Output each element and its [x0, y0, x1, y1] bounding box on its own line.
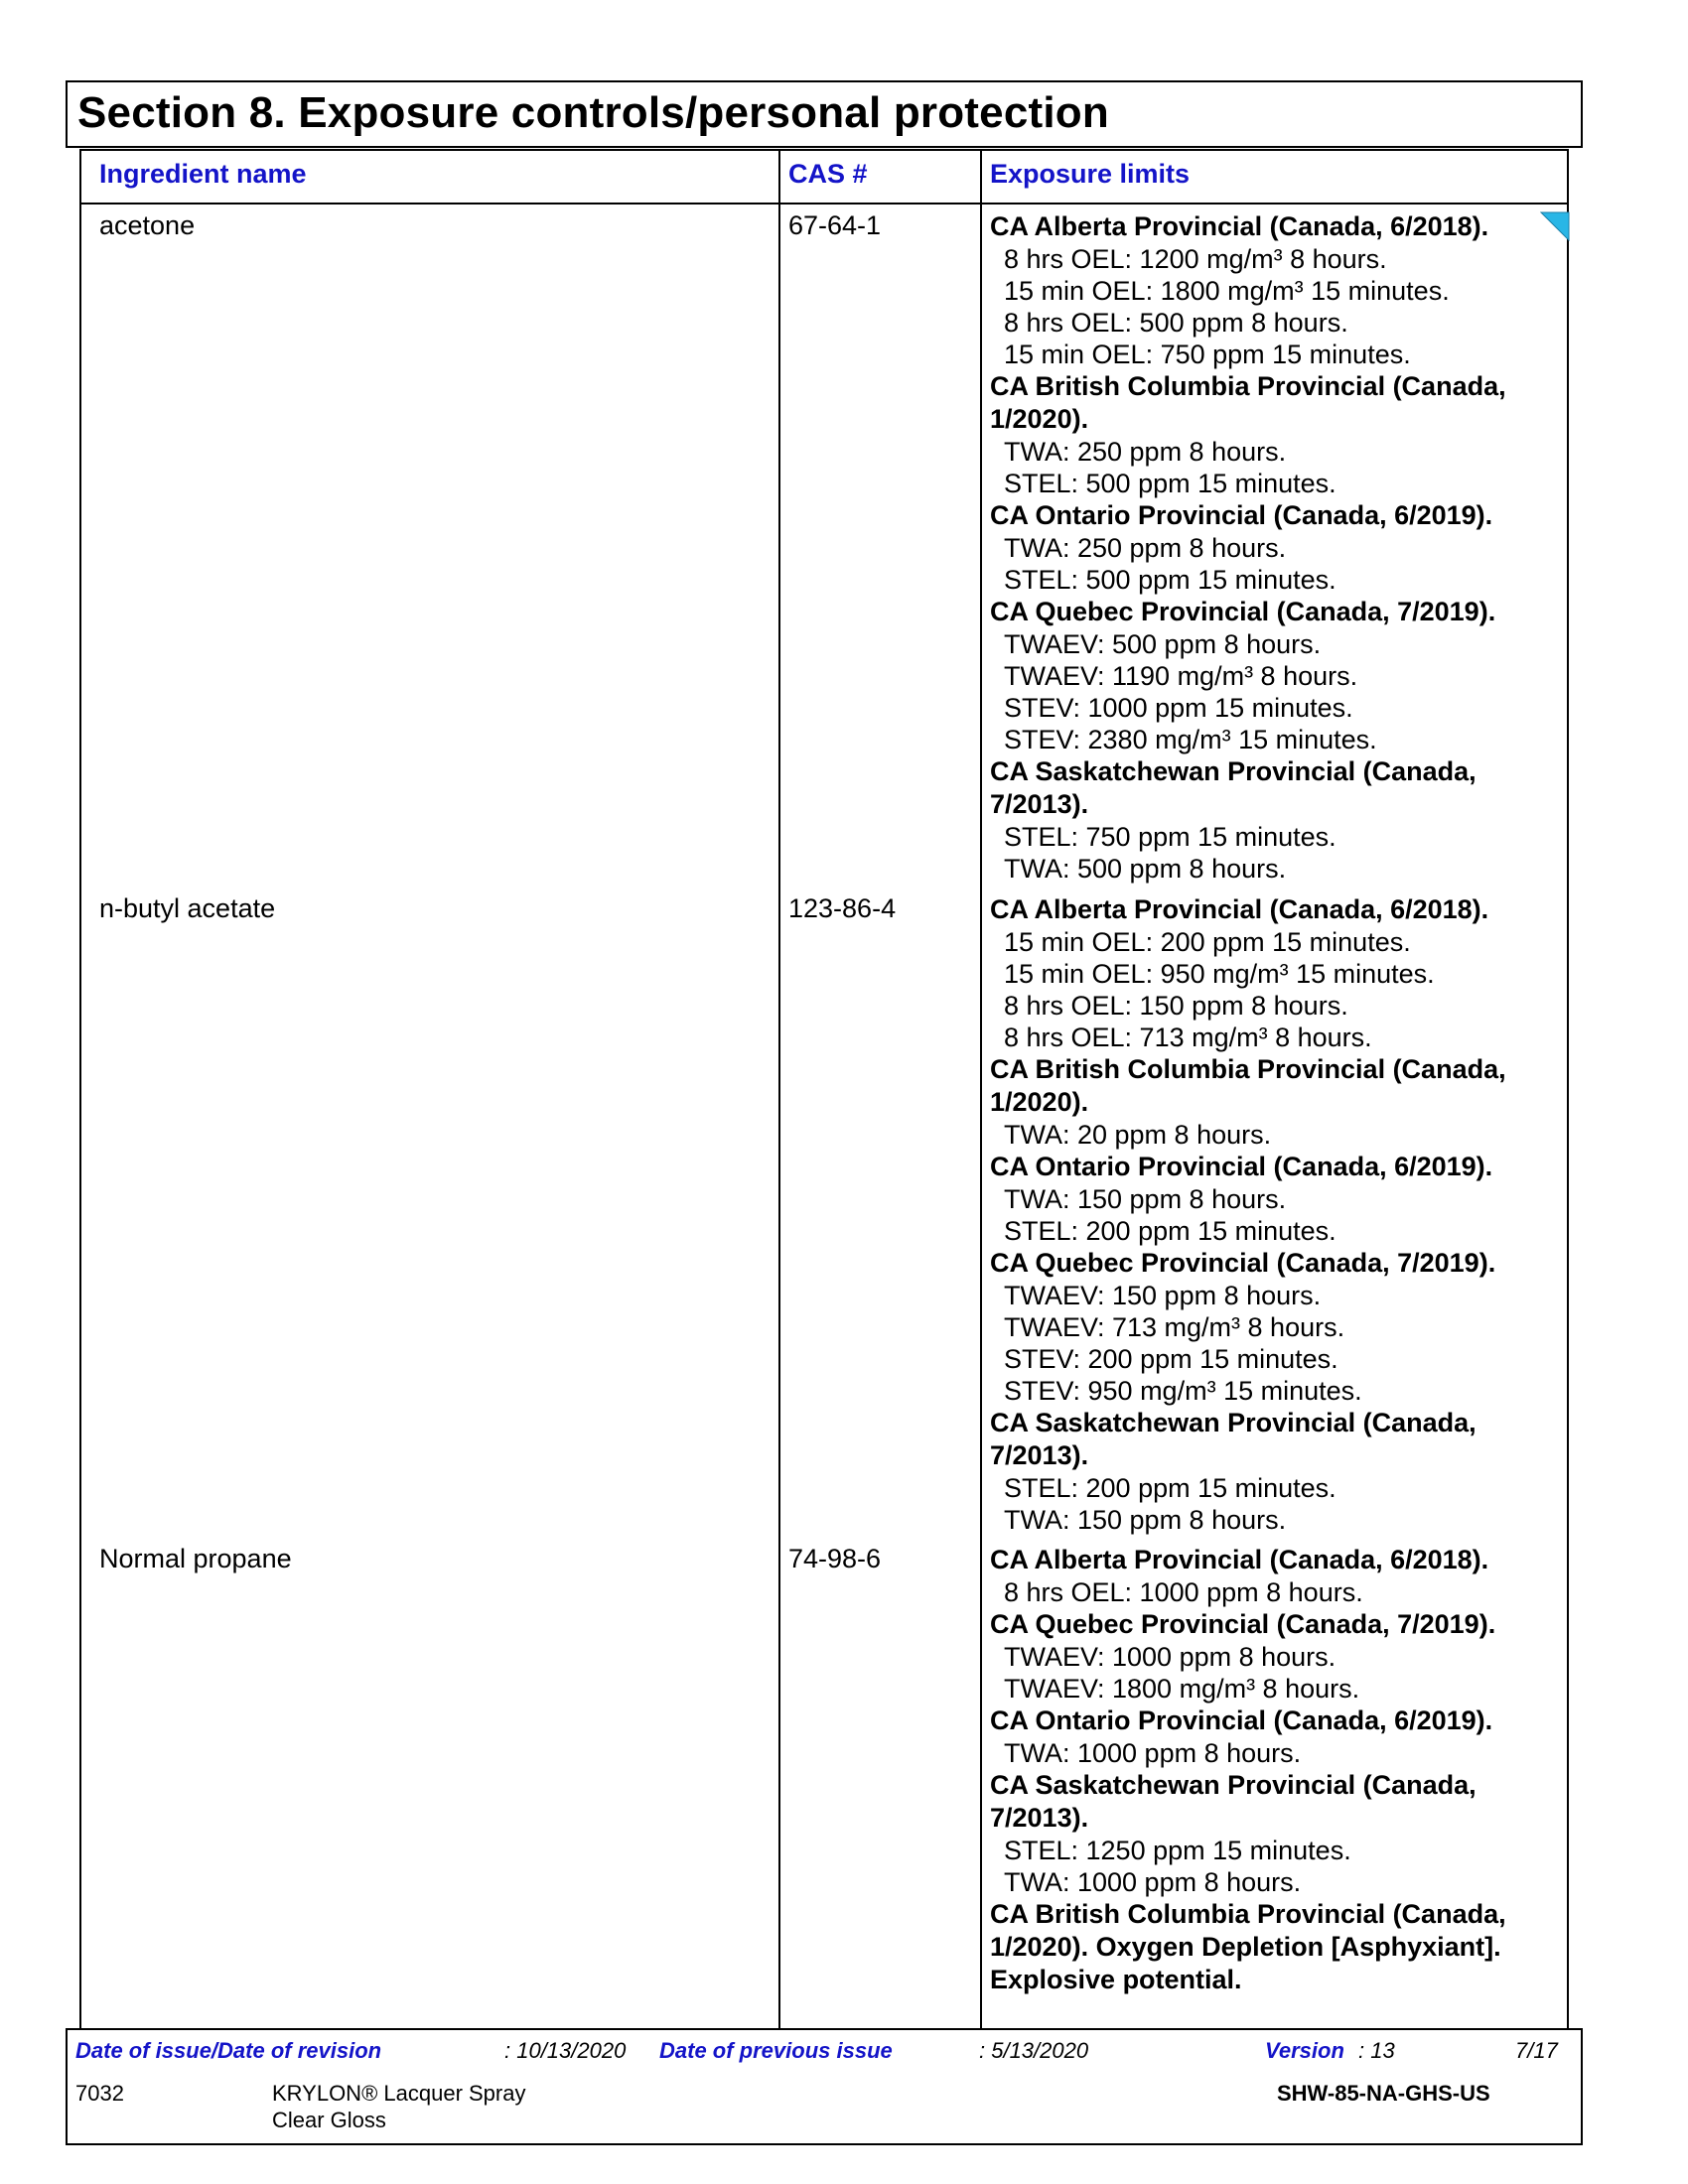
- jurisdiction-title: CA Saskatchewan Provincial (Canada, 7/2013).: [990, 756, 1477, 819]
- limit-value: TWAEV: 1000 ppm 8 hours.: [1004, 1642, 1336, 1672]
- limit-value: TWA: 1000 ppm 8 hours.: [1004, 1738, 1302, 1768]
- limit-value: 8 hrs OEL: 1000 ppm 8 hours.: [1004, 1577, 1363, 1607]
- header-exposure-limits: Exposure limits: [990, 159, 1191, 189]
- limit-value: STEL: 500 ppm 15 minutes.: [1004, 469, 1336, 498]
- limit-value: STEV: 1000 ppm 15 minutes.: [1004, 693, 1353, 723]
- limit-value: 8 hrs OEL: 1200 mg/m³ 8 hours.: [1004, 244, 1387, 274]
- limit-value: 15 min OEL: 750 ppm 15 minutes.: [1004, 340, 1411, 369]
- previous-issue-label: Date of previous issue: [659, 2038, 893, 2063]
- jurisdiction-title: CA Quebec Provincial (Canada, 7/2019).: [990, 1248, 1496, 1278]
- ingredient-name: n-butyl acetate: [99, 893, 276, 923]
- product-code: 7032: [75, 2081, 124, 2106]
- jurisdiction-title: CA Ontario Provincial (Canada, 6/2019).: [990, 1706, 1493, 1735]
- header-ingredient-name: Ingredient name: [99, 159, 307, 189]
- limit-value: TWA: 250 ppm 8 hours.: [1004, 437, 1287, 467]
- version-value: : 13: [1358, 2038, 1395, 2063]
- cas-number: 74-98-6: [788, 1544, 882, 1573]
- exposure-limits-cell: [990, 893, 1546, 1536]
- limit-value: 8 hrs OEL: 713 mg/m³ 8 hours.: [1004, 1023, 1372, 1052]
- jurisdiction-title: CA Ontario Provincial (Canada, 6/2019).: [990, 500, 1493, 530]
- limit-value: TWA: 150 ppm 8 hours.: [1004, 1505, 1287, 1535]
- limit-value: TWAEV: 150 ppm 8 hours.: [1004, 1281, 1322, 1310]
- limit-value: 15 min OEL: 200 ppm 15 minutes.: [1004, 927, 1411, 957]
- jurisdiction-title: CA British Columbia Provincial (Canada, 1/2020).: [990, 371, 1506, 434]
- version-label: Version: [1265, 2038, 1344, 2063]
- limit-value: STEV: 2380 mg/m³ 15 minutes.: [1004, 725, 1377, 754]
- ingredient-name: Normal propane: [99, 1544, 292, 1573]
- jurisdiction-title: CA Alberta Provincial (Canada, 6/2018).: [990, 894, 1489, 924]
- limit-value: TWA: 20 ppm 8 hours.: [1004, 1120, 1272, 1150]
- limit-value: TWAEV: 500 ppm 8 hours.: [1004, 629, 1322, 659]
- jurisdiction-title: CA Alberta Provincial (Canada, 6/2018).: [990, 1545, 1489, 1574]
- limit-value: TWA: 150 ppm 8 hours.: [1004, 1184, 1287, 1214]
- jurisdiction-title: CA British Columbia Provincial (Canada, 1/2020).: [990, 1054, 1506, 1117]
- jurisdiction-title: CA Saskatchewan Provincial (Canada, 7/2013).: [990, 1408, 1477, 1470]
- cas-number: 123-86-4: [788, 893, 897, 923]
- limit-value: TWA: 250 ppm 8 hours.: [1004, 533, 1287, 563]
- limit-value: STEL: 200 ppm 15 minutes.: [1004, 1216, 1336, 1246]
- jurisdiction-title: CA British Columbia Provincial (Canada, 1/2020). Oxygen Depletion [Asphyxiant]. Explosive potential.: [990, 1899, 1506, 1994]
- limit-value: STEV: 950 mg/m³ 15 minutes.: [1004, 1376, 1362, 1406]
- column-divider-limits: [980, 149, 982, 2028]
- limit-value: 15 min OEL: 950 mg/m³ 15 minutes.: [1004, 959, 1435, 989]
- header-cas: CAS #: [788, 159, 868, 189]
- limit-value: TWA: 500 ppm 8 hours.: [1004, 854, 1287, 884]
- product-name-line-1: KRYLON® Lacquer Spray: [272, 2081, 526, 2106]
- column-divider-cas: [778, 149, 780, 2028]
- issue-date-value: : 10/13/2020: [504, 2038, 627, 2063]
- exposure-limits-cell: [990, 1544, 1546, 1996]
- limit-value: TWAEV: 713 mg/m³ 8 hours.: [1004, 1312, 1345, 1342]
- exposure-table: [79, 149, 1569, 2028]
- table-header: [81, 149, 1567, 205]
- previous-issue-value: : 5/13/2020: [979, 2038, 1089, 2063]
- jurisdiction-title: CA Saskatchewan Provincial (Canada, 7/2013).: [990, 1770, 1477, 1833]
- cas-number: 67-64-1: [788, 210, 882, 240]
- section-title: Section 8. Exposure controls/personal protection: [66, 80, 1583, 148]
- limit-value: 8 hrs OEL: 150 ppm 8 hours.: [1004, 991, 1348, 1021]
- jurisdiction-title: CA Alberta Provincial (Canada, 6/2018).: [990, 211, 1489, 241]
- jurisdiction-title: CA Quebec Provincial (Canada, 7/2019).: [990, 1609, 1496, 1639]
- limit-value: STEV: 200 ppm 15 minutes.: [1004, 1344, 1338, 1374]
- product-name-line-2: Clear Gloss: [272, 2108, 386, 2132]
- limit-value: STEL: 500 ppm 15 minutes.: [1004, 565, 1336, 595]
- page-footer: [66, 2028, 1583, 2145]
- limit-value: 8 hrs OEL: 500 ppm 8 hours.: [1004, 308, 1348, 338]
- page-number: 7/17: [1515, 2038, 1558, 2063]
- jurisdiction-title: CA Ontario Provincial (Canada, 6/2019).: [990, 1152, 1493, 1181]
- jurisdiction-title: CA Quebec Provincial (Canada, 7/2019).: [990, 597, 1496, 626]
- limit-value: STEL: 750 ppm 15 minutes.: [1004, 822, 1336, 852]
- sds-code: SHW-85-NA-GHS-US: [1277, 2081, 1490, 2106]
- limit-value: 15 min OEL: 1800 mg/m³ 15 minutes.: [1004, 276, 1450, 306]
- limit-value: TWAEV: 1190 mg/m³ 8 hours.: [1004, 661, 1358, 691]
- exposure-limits-cell: [990, 210, 1546, 885]
- limit-value: STEL: 1250 ppm 15 minutes.: [1004, 1836, 1351, 1865]
- limit-value: TWA: 1000 ppm 8 hours.: [1004, 1867, 1302, 1897]
- issue-date-label: Date of issue/Date of revision: [75, 2038, 382, 2063]
- limit-value: TWAEV: 1800 mg/m³ 8 hours.: [1004, 1674, 1360, 1704]
- limit-value: STEL: 200 ppm 15 minutes.: [1004, 1473, 1336, 1503]
- ingredient-name: acetone: [99, 210, 196, 240]
